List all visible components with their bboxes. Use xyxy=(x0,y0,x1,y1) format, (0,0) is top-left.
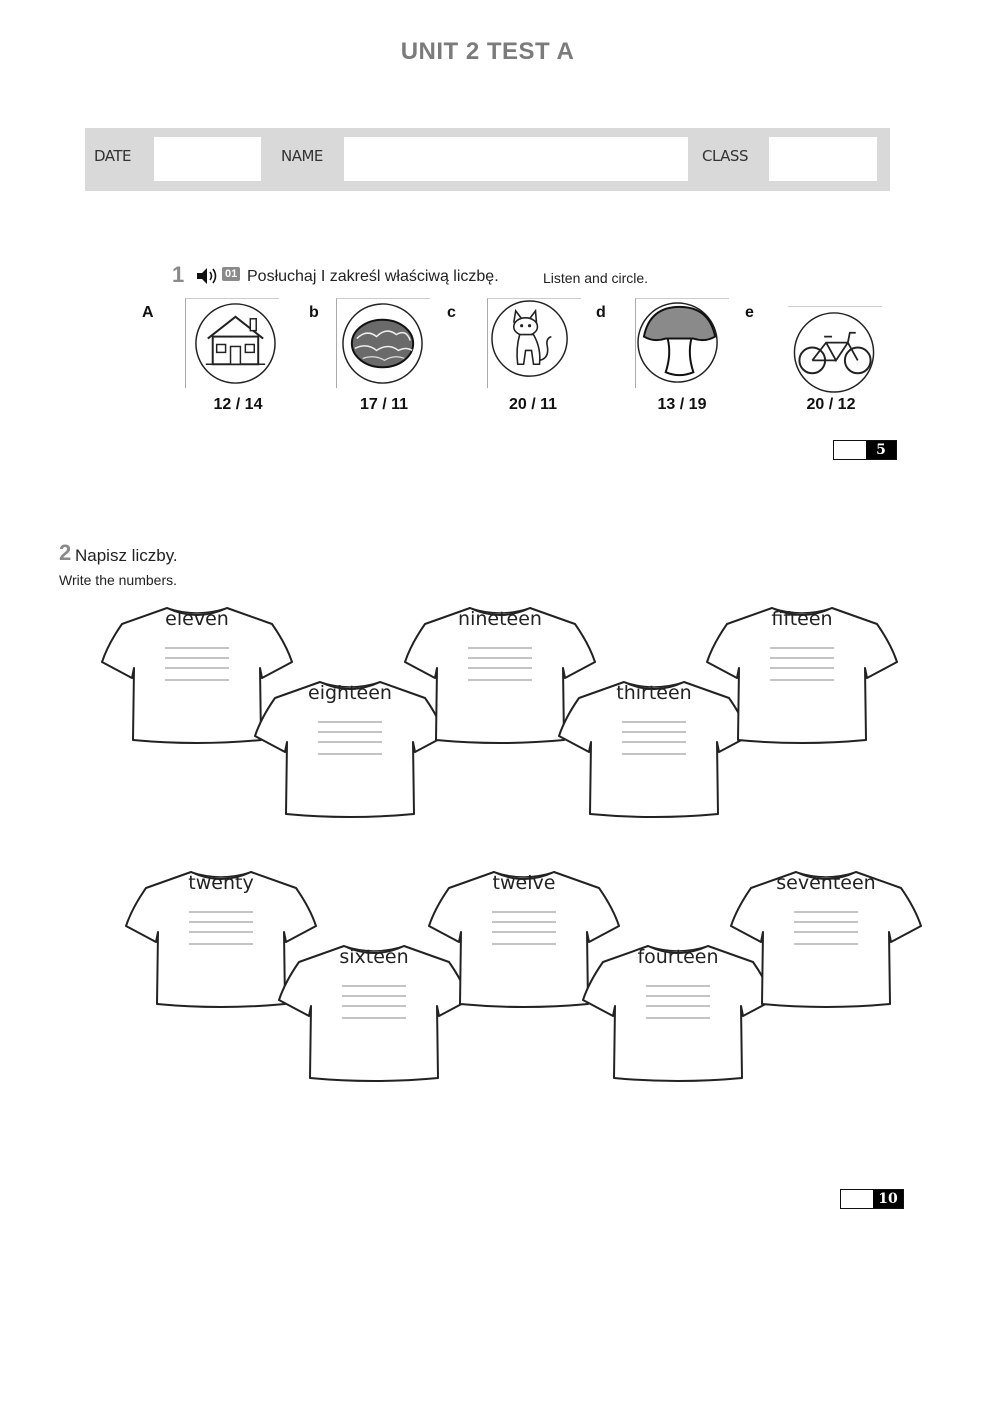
house-icon xyxy=(186,299,279,388)
number-choice[interactable]: 20 / 12 xyxy=(806,396,856,413)
item-letter: c xyxy=(447,304,456,321)
exercise-1-number: 1 xyxy=(172,262,185,287)
class-label: CLASS xyxy=(702,147,748,165)
tshirt-word: seventeen xyxy=(776,872,876,894)
name-label: NAME xyxy=(281,147,323,165)
exercise-2-instruction-pl: Napisz liczby. xyxy=(75,546,178,565)
tshirt-word: nineteen xyxy=(458,608,542,630)
tshirt-word: twenty xyxy=(188,872,254,894)
exercise-2-number: 2 xyxy=(59,540,72,565)
number-choice[interactable]: 13 / 19 xyxy=(657,396,707,413)
tshirt-word: eleven xyxy=(165,608,229,630)
item-letter: e xyxy=(745,304,754,321)
number-choice[interactable]: 12 / 14 xyxy=(213,396,263,413)
date-label: DATE xyxy=(94,147,132,165)
tshirt-word: eighteen xyxy=(308,682,392,704)
walnut-icon xyxy=(337,299,430,388)
item-letter: A xyxy=(142,304,154,321)
tshirt-word: twelve xyxy=(492,872,556,894)
mushroom-icon xyxy=(636,299,729,388)
picture-cat xyxy=(487,298,581,388)
tshirt-word: sixteen xyxy=(339,946,409,968)
picture-mushroom xyxy=(635,298,729,388)
tshirt-word: fourteen xyxy=(637,946,719,968)
picture-bicycle xyxy=(788,306,882,396)
tshirt-word: fifteen xyxy=(771,608,833,630)
track-number-badge: 01 xyxy=(222,267,240,281)
score-field[interactable] xyxy=(841,1190,873,1208)
name-field[interactable] xyxy=(344,137,688,181)
cat-icon xyxy=(488,299,581,388)
exercise-2-instruction-en: Write the numbers. xyxy=(59,572,178,588)
tshirt-answer xyxy=(705,600,899,750)
bicycle-icon xyxy=(788,307,882,396)
exercise-1-instruction-en: Listen and circle. xyxy=(543,270,649,286)
exercise-1-instruction-pl: Posłuchaj I zakreśl właściwą liczbę. xyxy=(247,268,499,285)
score-box xyxy=(833,440,897,460)
max-points: 10 xyxy=(873,1190,903,1208)
picture-walnut xyxy=(336,298,430,388)
score-field[interactable] xyxy=(834,441,866,459)
picture-house xyxy=(185,298,279,388)
item-letter: b xyxy=(309,304,319,321)
item-letter: d xyxy=(596,304,606,321)
number-choice[interactable]: 20 / 11 xyxy=(508,396,558,413)
date-field[interactable] xyxy=(154,137,261,181)
tshirt-answer xyxy=(729,864,923,1014)
max-points: 5 xyxy=(866,441,896,459)
number-choice[interactable]: 17 / 11 xyxy=(359,396,409,413)
speaker-icon xyxy=(195,266,221,286)
score-box xyxy=(840,1189,904,1209)
page-title: UNIT 2 TEST A xyxy=(400,38,575,65)
class-field[interactable] xyxy=(769,137,877,181)
tshirt-word: thirteen xyxy=(616,682,692,704)
